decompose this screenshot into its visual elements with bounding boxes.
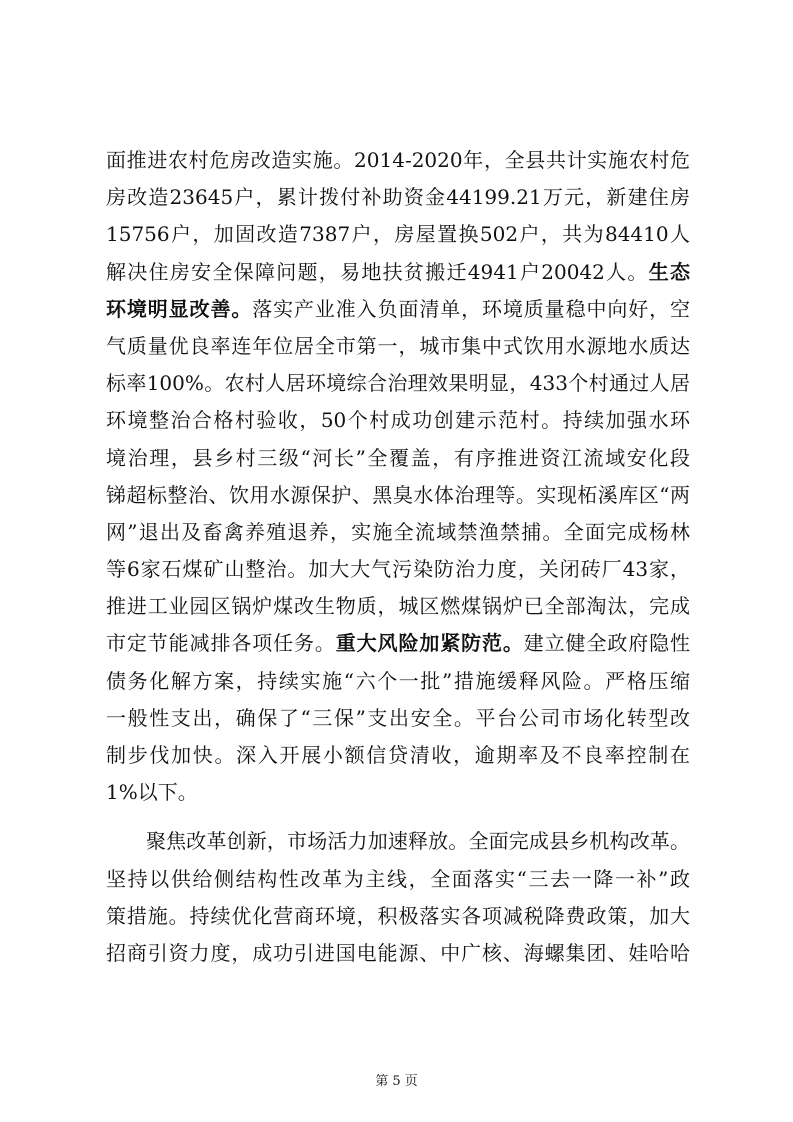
text-line: 招商引资力度，成功引进国电能源、中广核、海螺集团、娃哈哈 <box>106 940 690 965</box>
text-line: 气质量优良率连年位居全市第一，城市集中式饮用水源地水质达 <box>106 333 690 358</box>
text-segment: 解决住房安全保障问题，易地扶贫搬迁4941户20042人。 <box>106 259 649 284</box>
text-line: 标率100%。农村人居环境综合治理效果明显，433个村通过人居 <box>106 371 690 396</box>
text-line: 聚焦改革创新，市场活力加速释放。全面完成县乡机构改革。 <box>146 829 690 854</box>
text-line: 环境整治合格村验收，50个村成功创建示范村。持续加强水环 <box>106 408 690 433</box>
text-line: 推进工业园区锅炉煤改生物质，城区燃煤锅炉已全部淘汰，完成 <box>106 594 690 619</box>
text-line: 锑超标整治、饮用水源保护、黑臭水体治理等。实现柘溪库区“两 <box>106 482 690 507</box>
paragraph-gap <box>106 811 690 823</box>
paragraph-1 <box>106 142 690 811</box>
paragraph-2 <box>106 823 690 972</box>
text-line: 一般性支出，确保了“三保”支出安全。平台公司市场化转型改 <box>106 705 690 730</box>
text-line <box>106 291 690 328</box>
text-line: 15756户，加固改造7387户，房屋置换502户，共为84410人 <box>106 222 690 247</box>
text-line: 境治理，县乡村三级“河长”全覆盖，有序推进资江流域安化段 <box>106 445 690 470</box>
text-line: 策措施。持续优化营商环境，积极落实各项减税降费政策，加大 <box>106 903 690 928</box>
section-heading-ecology-cont: 环境明显改善。 <box>106 296 253 321</box>
text-line: 坚持以供给侧结构性改革为主线，全面落实“三去一降一补”政 <box>106 866 690 891</box>
page-number: 第 5 页 <box>375 1074 418 1089</box>
text-line: 制步伐加快。深入开展小额信贷清收，逾期率及不良率控制在 <box>106 743 690 767</box>
text-segment: 落实产业准入负面清单，环境质量稳中向好，空 <box>252 296 691 321</box>
section-heading-risk: 重大风险加紧防范。 <box>335 631 524 656</box>
section-heading-ecology: 生态 <box>648 259 690 284</box>
text-segment: 建立健全政府隐性 <box>523 631 691 656</box>
document-body <box>106 142 690 972</box>
text-line: 等6家石煤矿山整治。加大大气污染防治力度，关闭砖厂43家， <box>106 557 690 582</box>
text-line: 债务化解方案，持续实施“六个一批”措施缓释风险。严格压缩 <box>106 668 690 693</box>
text-line: 1%以下。 <box>106 780 198 805</box>
text-line <box>106 625 690 662</box>
text-segment: 市定节能减排各项任务。 <box>106 631 336 656</box>
text-line: 房改造23645户，累计拨付补助资金44199.21万元，新建住房 <box>106 185 690 210</box>
text-line: 面推进农村危房改造实施。2014-2020年，全县共计实施农村危 <box>106 148 690 172</box>
text-line <box>106 254 690 291</box>
text-line: 网”退出及畜禽养殖退养，实施全流域禁渔禁捕。全面完成杨林 <box>106 519 690 544</box>
